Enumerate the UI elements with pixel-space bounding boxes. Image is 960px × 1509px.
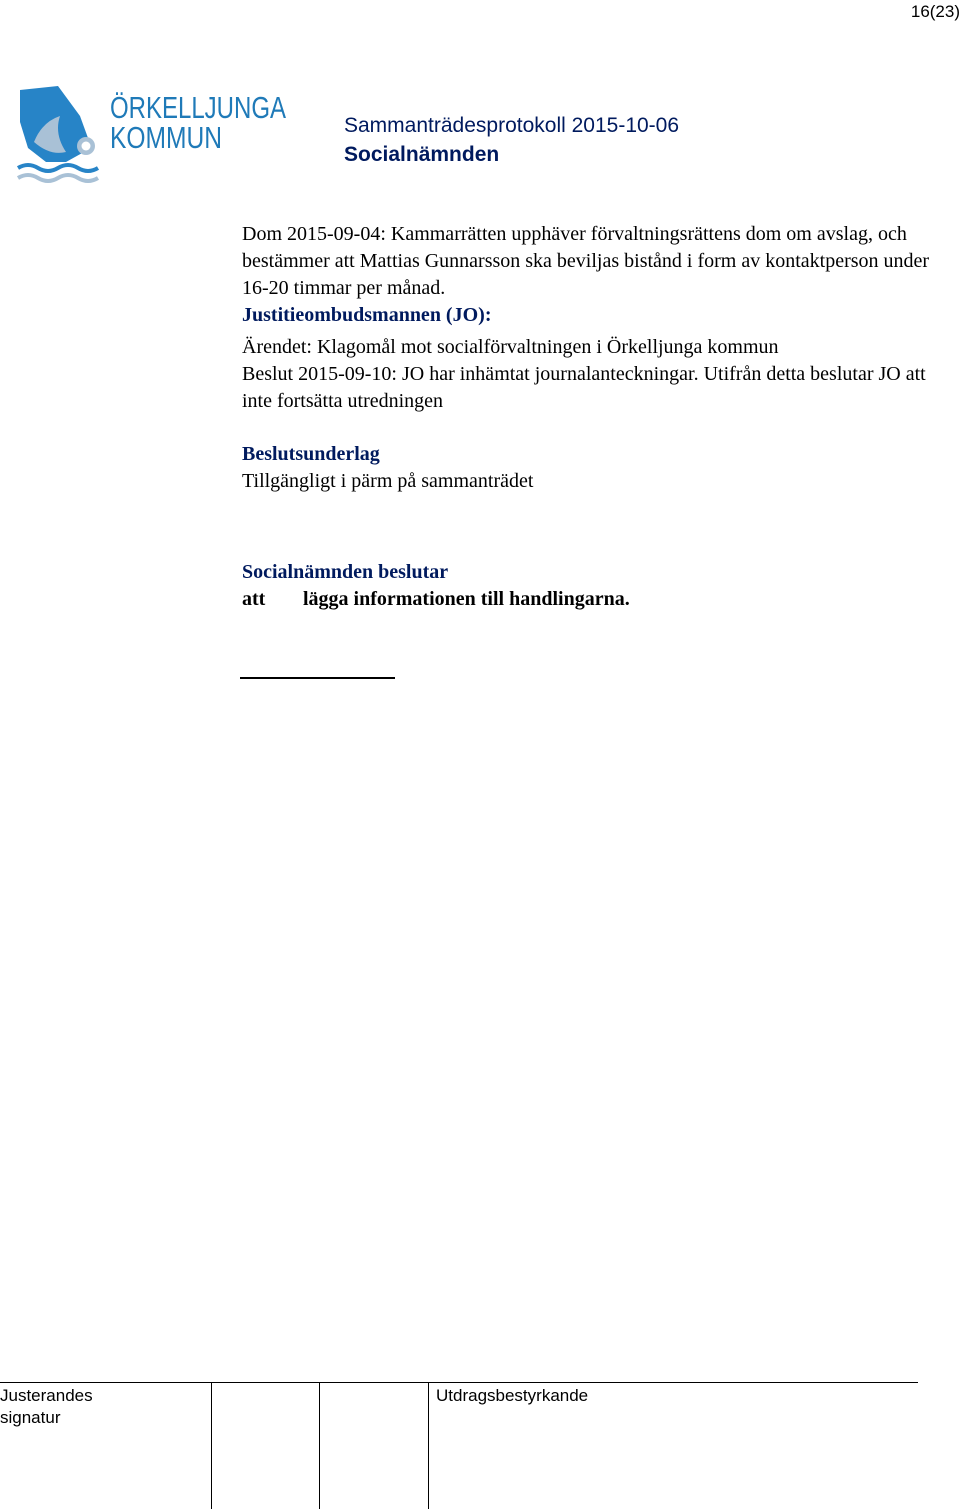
decision-row [242,586,942,613]
jo-heading: Justitieombudsmannen (JO): [242,304,492,326]
logo-line-2: KOMMUN [110,120,222,155]
page-number: 16(23) [910,2,960,21]
beslutsunderlag-heading: Beslutsunderlag [242,443,380,465]
protocol-title: Sammanträdesprotokoll 2015-10-06 [344,114,680,137]
document-header [344,111,679,169]
committee-name: Socialnämnden [344,143,500,166]
decision-heading: Socialnämnden beslutar [242,561,449,583]
justerandes-label [0,1385,93,1429]
justerandes-label-line2: signatur [0,1408,61,1427]
decision-text: lägga informationen till handlingarna. [303,588,630,610]
signature-line [240,677,395,679]
arendet-line: Ärendet: Klagomål mot socialförvaltningen i Örkelljunga kommun [242,336,779,358]
document-body [242,221,942,613]
dom-paragraph: Dom 2015-09-04: Kammarrätten upphäver förvaltningsrättens dom om avslag, och bestämmer att Mattias Gunnarsson ska beviljas bistånd i form av kontaktperson under 16-20 timmar per månad. [242,223,930,299]
utdragsbestyrkande-label: Utdragsbestyrkande [436,1386,589,1405]
logo-line-1: ÖRKELLJUNGA [110,90,287,125]
kommun-logo [14,82,294,192]
beslut-paragraph: Beslut 2015-09-10: JO har inhämtat journalanteckningar. Utifrån detta beslutar JO att inte fortsätta utredningen [242,363,926,412]
beslutsunderlag-text: Tillgängligt i pärm på sammanträdet [242,470,534,492]
signature-footer [0,1382,918,1509]
decision-att: att [242,588,266,610]
signature-box-divider-1 [211,1383,212,1509]
justerandes-label-line1: Justerandes [0,1386,93,1405]
signature-box-divider-2 [319,1383,320,1509]
signature-box-divider-3 [428,1383,429,1509]
bell-emblem-icon [18,86,98,181]
